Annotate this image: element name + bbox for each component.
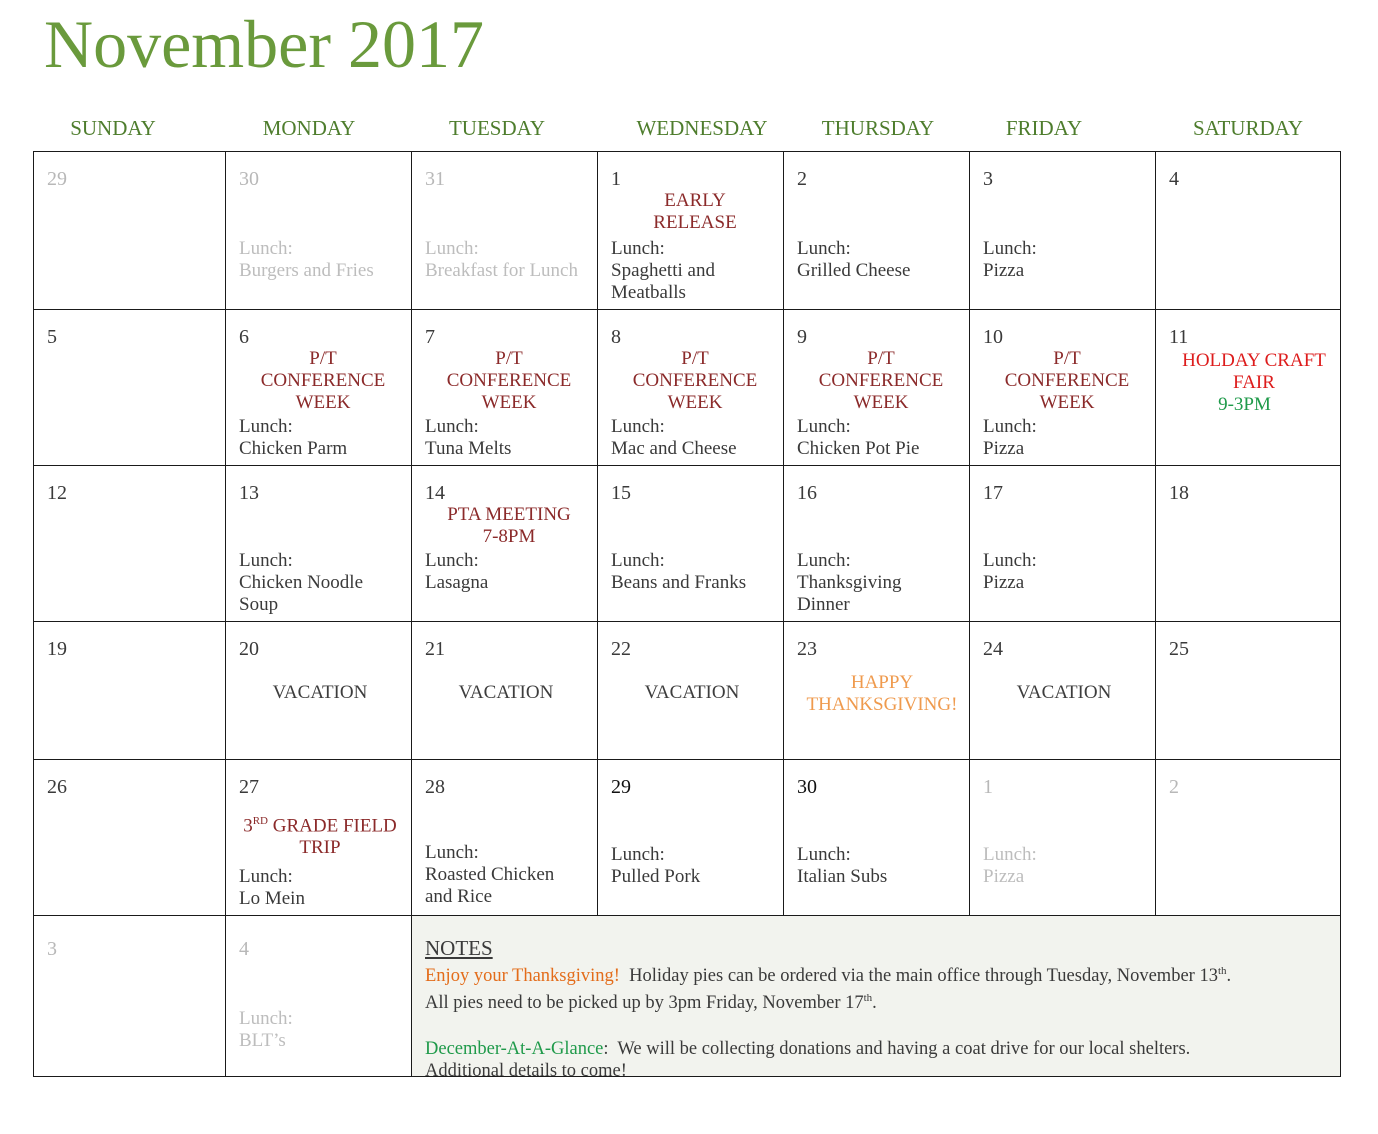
lunch-item: BLT’s <box>239 1030 286 1051</box>
calendar-grid <box>33 151 1341 1077</box>
page-title: November 2017 <box>44 6 485 82</box>
day-number: 29 <box>47 168 67 190</box>
lunch-item: Roasted Chicken and Rice <box>425 864 555 907</box>
day-cell <box>33 759 226 916</box>
weekday-saturday: SATURDAY <box>1192 116 1304 140</box>
notes-december: December-At-A-Glance: We will be collecting donations and having a coat drive for our local shelters. Additional details to come! <box>425 1039 1191 1077</box>
lunch-menu <box>983 550 1151 594</box>
field-trip-text: GRADE FIELD TRIP <box>272 815 397 859</box>
day-cell <box>783 309 970 466</box>
lunch-label: Lunch: <box>239 238 293 259</box>
lunch-menu <box>797 844 965 888</box>
lunch-label: Lunch: <box>611 238 665 259</box>
day-number: 23 <box>797 638 817 660</box>
lunch-label: Lunch: <box>797 416 851 437</box>
weekday-monday: MONDAY <box>262 116 356 140</box>
day-cell <box>1155 151 1341 310</box>
day-number: 28 <box>425 776 445 798</box>
weekday-tuesday: TUESDAY <box>448 116 546 140</box>
day-cell <box>969 309 1156 466</box>
lunch-menu <box>239 416 407 460</box>
day-number: 16 <box>797 482 817 504</box>
event-craft-fair-time: 9-3PM <box>1218 394 1271 415</box>
day-number: 26 <box>47 776 67 798</box>
day-cell <box>1155 759 1341 916</box>
day-cell <box>969 621 1156 760</box>
day-number: 3 <box>983 168 993 190</box>
lunch-item: Chicken Parm <box>239 438 348 459</box>
lunch-item: Italian Subs <box>797 866 888 887</box>
day-number: 2 <box>1169 776 1179 798</box>
lunch-label: Lunch: <box>239 550 293 571</box>
lunch-menu <box>425 550 593 594</box>
day-cell <box>969 759 1156 916</box>
day-cell <box>411 621 598 760</box>
day-number: 1 <box>983 776 993 798</box>
event-pt-conference: P/T CONFERENCE WEEK <box>632 348 758 413</box>
day-number: 29 <box>611 776 631 798</box>
lunch-menu <box>239 1008 407 1052</box>
lunch-item: Pizza <box>983 438 1025 459</box>
day-cell <box>33 309 226 466</box>
lunch-label: Lunch: <box>239 416 293 437</box>
day-cell <box>969 151 1156 310</box>
lunch-label: Lunch: <box>983 844 1037 865</box>
day-cell <box>1155 309 1341 466</box>
event-pt-conference: P/T CONFERENCE WEEK <box>260 348 386 413</box>
lunch-menu <box>425 238 593 282</box>
lunch-label: Lunch: <box>797 844 851 865</box>
day-number: 21 <box>425 638 445 660</box>
day-cell <box>597 309 784 466</box>
day-cell <box>783 759 970 916</box>
lunch-label: Lunch: <box>611 416 665 437</box>
lunch-label: Lunch: <box>983 238 1037 259</box>
lunch-menu <box>239 550 389 616</box>
lunch-item: Tuna Melts <box>425 438 512 459</box>
event-vacation: VACATION <box>458 682 554 703</box>
day-cell <box>1155 465 1341 622</box>
day-cell <box>1155 621 1341 760</box>
lunch-item: Pizza <box>983 572 1025 593</box>
day-cell <box>597 621 784 760</box>
notes-pies: Enjoy your Thanksgiving! Holiday pies can be ordered via the main office through Tuesday, November 13th. All pies need to be picked up by 3pm Friday, November 17th. <box>425 965 1232 1014</box>
lunch-item: Chicken Pot Pie <box>797 438 920 459</box>
lunch-label: Lunch: <box>611 844 665 865</box>
weekday-thursday: THURSDAY <box>821 116 935 140</box>
event-craft-fair: HOLDAY CRAFT FAIR <box>1182 350 1326 393</box>
field-trip-grade: 3 <box>243 815 253 837</box>
day-number: 18 <box>1169 482 1189 504</box>
day-number: 13 <box>239 482 259 504</box>
day-number: 10 <box>983 326 1003 348</box>
event-thanksgiving: HAPPY THANKSGIVING! <box>806 672 958 715</box>
day-number: 2 <box>797 168 807 190</box>
day-cell <box>783 151 970 310</box>
day-cell <box>411 309 598 466</box>
day-number: 5 <box>47 326 57 348</box>
lunch-item: Lo Mein <box>239 888 305 909</box>
lunch-label: Lunch: <box>983 416 1037 437</box>
event-pta-meeting: PTA MEETING 7-8PM <box>447 504 571 547</box>
event-pt-conference: P/T CONFERENCE WEEK <box>1004 348 1130 413</box>
lunch-item: Burgers and Fries <box>239 260 374 281</box>
day-number: 9 <box>797 326 807 348</box>
day-cell <box>225 759 412 916</box>
lunch-menu <box>425 416 593 460</box>
weekday-friday: FRIDAY <box>1005 116 1083 140</box>
day-cell <box>597 465 784 622</box>
day-cell <box>225 915 412 1077</box>
lunch-label: Lunch: <box>425 550 479 571</box>
day-number: 6 <box>239 326 249 348</box>
lunch-item: Chicken Noodle Soup <box>239 572 364 615</box>
lunch-item: Thanksgiving Dinner <box>797 572 902 615</box>
day-cell <box>597 759 784 916</box>
notes-panel <box>411 915 1341 1077</box>
day-number: 15 <box>611 482 631 504</box>
day-number: 20 <box>239 638 259 660</box>
lunch-label: Lunch: <box>797 238 851 259</box>
day-number: 22 <box>611 638 631 660</box>
lunch-menu <box>425 842 575 908</box>
lunch-menu <box>611 238 731 304</box>
lunch-item: Lasagna <box>425 572 489 593</box>
day-cell <box>225 621 412 760</box>
lunch-menu <box>797 416 965 460</box>
day-cell <box>969 465 1156 622</box>
day-number: 7 <box>425 326 435 348</box>
lunch-menu <box>611 550 779 594</box>
day-number: 24 <box>983 638 1003 660</box>
day-cell <box>33 465 226 622</box>
day-number: 1 <box>611 168 621 190</box>
day-number: 11 <box>1169 326 1189 348</box>
day-cell <box>783 465 970 622</box>
day-cell <box>411 151 598 310</box>
day-number: 12 <box>47 482 67 504</box>
notes-thanksgiving-lead: Enjoy your Thanksgiving! <box>425 966 620 987</box>
lunch-label: Lunch: <box>425 416 479 437</box>
weekday-header <box>33 116 1341 142</box>
event-vacation: VACATION <box>1016 682 1112 703</box>
day-number: 30 <box>797 776 817 798</box>
day-cell <box>783 621 970 760</box>
weekday-sunday: SUNDAY <box>70 116 156 140</box>
day-cell <box>225 151 412 310</box>
event-vacation: VACATION <box>272 682 368 703</box>
day-number: 27 <box>239 776 259 798</box>
notes-title: NOTES <box>425 936 493 960</box>
day-number: 4 <box>1169 168 1179 190</box>
weekday-wednesday: WEDNESDAY <box>636 116 768 140</box>
lunch-menu <box>983 238 1151 282</box>
lunch-label: Lunch: <box>425 842 479 863</box>
event-early-release: EARLY RELEASE <box>653 190 737 233</box>
notes-december-lead: December-At-A-Glance <box>425 1039 604 1060</box>
lunch-menu <box>797 238 965 282</box>
day-number: 14 <box>425 482 445 504</box>
lunch-item: Beans and Franks <box>611 572 747 593</box>
lunch-item: Pizza <box>983 260 1025 281</box>
day-number: 4 <box>239 938 249 960</box>
day-cell <box>225 465 412 622</box>
lunch-label: Lunch: <box>239 866 293 887</box>
lunch-item: Pizza <box>983 866 1025 887</box>
day-number: 8 <box>611 326 621 348</box>
lunch-menu <box>239 238 407 282</box>
lunch-label: Lunch: <box>239 1008 293 1029</box>
day-cell <box>411 759 598 916</box>
lunch-menu <box>983 844 1151 888</box>
day-number: 19 <box>47 638 67 660</box>
day-cell <box>33 915 226 1077</box>
day-cell <box>411 465 598 622</box>
lunch-label: Lunch: <box>611 550 665 571</box>
lunch-label: Lunch: <box>983 550 1037 571</box>
lunch-menu <box>611 844 779 888</box>
day-cell <box>597 151 784 310</box>
day-number: 31 <box>425 168 445 190</box>
event-pt-conference: P/T CONFERENCE WEEK <box>818 348 944 413</box>
day-cell <box>33 621 226 760</box>
field-trip-ordinal: RD <box>252 815 268 827</box>
day-cell <box>33 151 226 310</box>
event-pt-conference: P/T CONFERENCE WEEK <box>446 348 572 413</box>
event-field-trip <box>239 810 401 859</box>
day-cell <box>225 309 412 466</box>
lunch-menu <box>611 416 779 460</box>
lunch-label: Lunch: <box>797 550 851 571</box>
lunch-item: Spaghetti and Meatballs <box>611 260 715 303</box>
day-number: 30 <box>239 168 259 190</box>
day-number: 25 <box>1169 638 1189 660</box>
lunch-item: Breakfast for Lunch <box>425 260 578 281</box>
event-vacation: VACATION <box>644 682 740 703</box>
day-number: 17 <box>983 482 1003 504</box>
lunch-menu <box>797 550 917 616</box>
lunch-item: Pulled Pork <box>611 866 701 887</box>
lunch-item: Grilled Cheese <box>797 260 911 281</box>
lunch-menu <box>983 416 1151 460</box>
day-number: 3 <box>47 938 57 960</box>
lunch-item: Mac and Cheese <box>611 438 737 459</box>
lunch-label: Lunch: <box>425 238 479 259</box>
lunch-menu <box>239 866 407 910</box>
